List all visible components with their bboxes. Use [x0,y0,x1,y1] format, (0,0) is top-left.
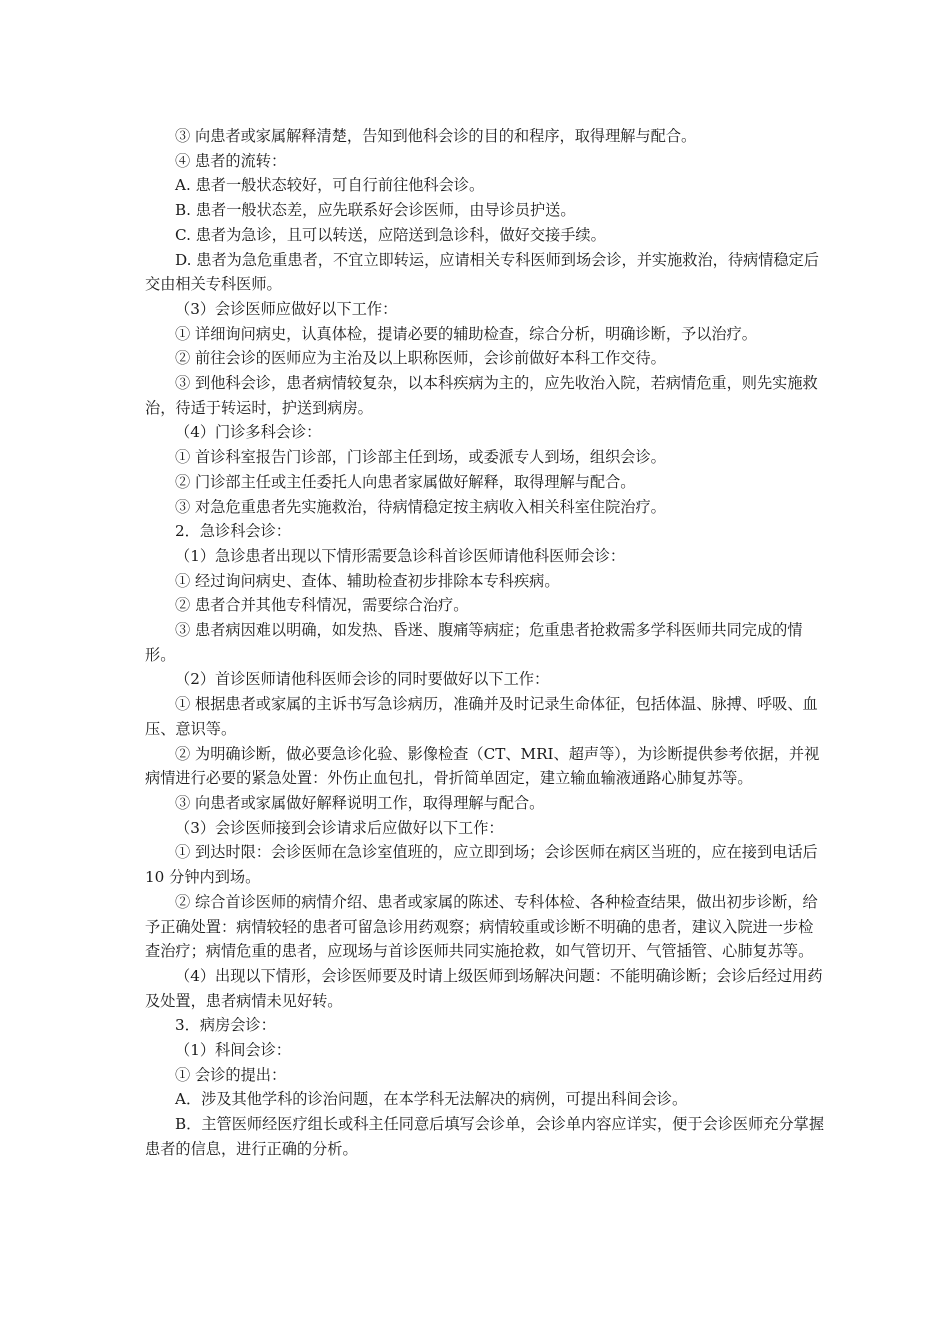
document-body [145,124,825,1162]
paragraph: （4）出现以下情形，会诊医师要及时请上级医师到场解决问题：不能明确诊断；会诊后经过用药及处置，患者病情未见好转。 [145,966,823,1010]
paragraph: （2）首诊医师请他科医师会诊的同时要做好以下工作： [175,670,550,689]
paragraph: ① 经过询问病史、查体、辅助检查初步排除本专科疾病。 [175,571,560,590]
paragraph: （1）急诊患者出现以下情形需要急诊科首诊医师请他科医师会诊： [175,546,626,565]
paragraph: ③ 到他科会诊，患者病情较复杂，以本科疾病为主的，应先收治入院，若病情危重，则先实施救治，待适于转运时，护送到病房。 [145,374,818,417]
paragraph: D. 患者为急危重患者，不宜立即转运，应请相关专科医师到场会诊，并实施救治，待病情稳定后交由相关专科医师。 [145,250,819,294]
paragraph: （4）门诊多科会诊： [175,423,322,442]
paragraph: ④ 患者的流转： [175,151,287,170]
paragraph: ① 首诊科室报告门诊部，门诊部主任到场，或委派专人到场，组织会诊。 [175,448,666,467]
paragraph: ③ 向患者或家属解释清楚，告知到他科会诊的目的和程序，取得理解与配合。 [175,127,697,145]
paragraph: ② 门诊部主任或主任委托人向患者家属做好解释，取得理解与配合。 [175,472,636,491]
paragraph: C. 患者为急诊，且可以转送，应陪送到急诊科，做好交接手续。 [175,225,606,244]
paragraph: ① 根据患者或家属的主诉书写急诊病历，准确并及时记录生命体征，包括体温、脉搏、呼吸、血压、意识等。 [145,695,818,738]
paragraph: A. 患者一般状态较好，可自行前往他科会诊。 [175,176,485,195]
paragraph: ② 前往会诊的医师应为主治及以上职称医师，会诊前做好本科工作交待。 [175,349,666,368]
section-heading: 2．急诊科会诊： [175,522,291,541]
paragraph: ③ 患者病因难以明确，如发热、昏迷、腹痛等病症；危重患者抢救需多学科医师共同完成的情形。 [145,621,803,664]
paragraph: ① 到达时限：会诊医师在急诊室值班的，应立即到场；会诊医师在病区当班的，应在接到电话后 10 分钟内到场。 [145,843,818,887]
paragraph: （3）会诊医师接到会诊请求后应做好以下工作： [175,818,504,837]
paragraph: ③ 向患者或家属做好解释说明工作，取得理解与配合。 [175,793,545,812]
paragraph: ② 为明确诊断，做必要急诊化验、影像检查（CT、MRI、超声等），为诊断提供参考依据，并视病情进行必要的紧急处置：外伤止血包扎，骨折简单固定，建立输血输液通路心肺复苏等。 [145,744,820,788]
paragraph: ② 患者合并其他专科情况，需要综合治疗。 [175,596,469,615]
paragraph: （1）科间会诊： [175,1041,291,1060]
paragraph: ① 详细询问病史，认真体检，提请必要的辅助检查，综合分析，明确诊断，予以治疗。 [175,324,757,343]
paragraph: ③ 对急危重患者先实施救治，待病情稳定按主病收入相关科室住院治疗。 [175,497,666,516]
paragraph: A．涉及其他学科的诊治问题，在本学科无法解决的病例，可提出科间会诊。 [175,1090,688,1109]
paragraph: ② 综合首诊医师的病情介绍、患者或家属的陈述、专科体检、各种检查结果，做出初步诊断，给予正确处置：病情较轻的患者可留急诊用药观察；病情较重或诊断不明确的患者，建议入院进一步检查治疗；病情危重的患者，应现场与首诊医师共同实施抢救，如气管切开、气管插管、心肺复苏等。 [145,892,818,961]
paragraph: ① 会诊的提出： [175,1065,287,1084]
paragraph: B. 患者一般状态差，应先联系好会诊医师，由导诊员护送。 [175,201,576,220]
paragraph: B．主管医师经医疗组长或科主任同意后填写会诊单，会诊单内容应详实，便于会诊医师充分掌握患者的信息，进行正确的分析。 [145,1115,825,1158]
paragraph: （3）会诊医师应做好以下工作： [175,299,398,318]
section-heading: 3．病房会诊： [175,1016,276,1035]
